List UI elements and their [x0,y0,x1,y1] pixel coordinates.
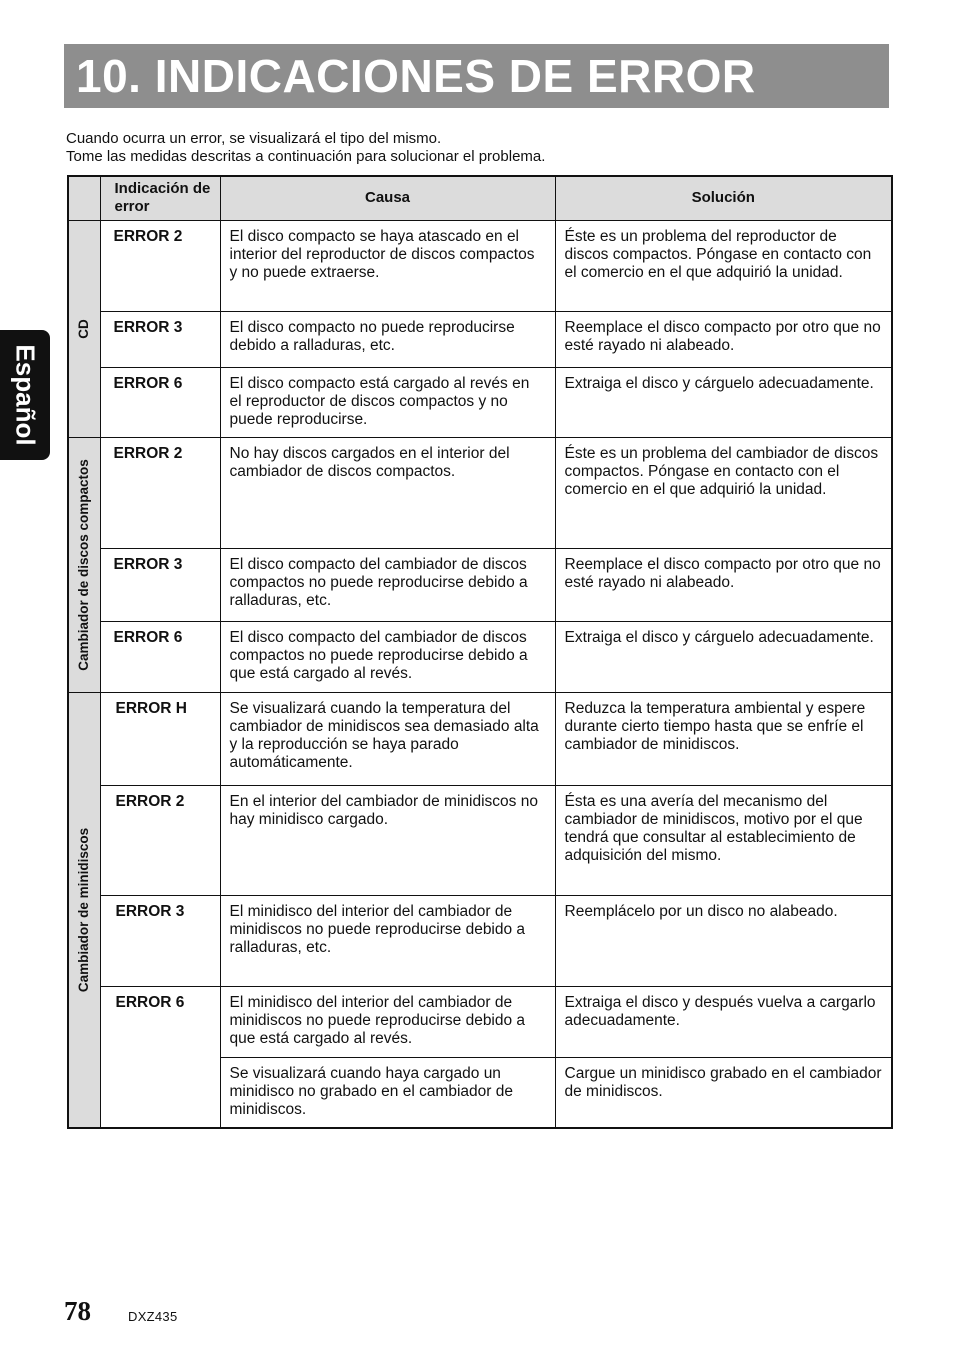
error-cause: El disco compacto no puede reproducirse debido a ralladuras, etc. [220,311,555,367]
header-blank-cell [68,176,100,220]
section-md-changer [68,692,100,1128]
error-solution: Reemplace el disco compacto por otro que no esté rayado ni alabeado. [555,311,892,367]
error-code: ERROR H [100,692,220,785]
error-cause: El minidisco del interior del cambiador de minidiscos no puede reproducirse debido a que está cargado al revés. [220,986,555,1057]
table-row [68,986,892,1057]
table-row [68,220,892,311]
error-cause: El disco compacto del cambiador de discos compactos no puede reproducirse debido a que está cargado al revés. [220,621,555,692]
error-solution: Reemplace el disco compacto por otro que no esté rayado ni alabeado. [555,548,892,621]
section-label: Cambiador de minidiscos [76,827,92,992]
error-cause: Se visualizará cuando haya cargado un minidisco no grabado en el cambiador de minidiscos. [220,1057,555,1128]
section-label: CD [76,318,92,339]
language-tab-label: Español [10,344,41,446]
table-row [68,895,892,986]
error-cause: El disco compacto del cambiador de discos compactos no puede reproducirse debido a ralladuras, etc. [220,548,555,621]
header-cause: Causa [220,176,555,220]
error-code: ERROR 3 [100,311,220,367]
language-tab [0,330,50,460]
error-code: ERROR 2 [100,437,220,548]
error-code: ERROR 3 [100,895,220,986]
page-number: 78 [64,1296,91,1326]
error-code: ERROR 2 [100,785,220,895]
error-cause: En el interior del cambiador de minidiscos no hay minidisco cargado. [220,785,555,895]
table-row [68,437,892,548]
error-code: ERROR 3 [100,548,220,621]
error-code: ERROR 6 [100,367,220,437]
header-code: Indicación de error [100,176,220,220]
section-cd [68,220,100,437]
error-code: ERROR 6 [100,621,220,692]
header-row [68,176,892,220]
table-row [68,367,892,437]
header-solution: Solución [555,176,892,220]
table-row [68,621,892,692]
error-solution: Ésta es una avería del mecanismo del cambiador de minidiscos, motivo por el que tendrá que consultar al establecimiento de adquisición del mismo. [555,785,892,895]
error-table [67,175,893,1129]
error-solution: Extraiga el disco y después vuelva a cargarlo adecuadamente. [555,986,892,1057]
section-cd-changer [68,437,100,692]
table-row [68,785,892,895]
error-cause: No hay discos cargados en el interior del cambiador de discos compactos. [220,437,555,548]
error-cause: El disco compacto se haya atascado en el interior del reproductor de discos compactos y no puede extraerse. [220,220,555,311]
section-label: Cambiador de discos compactos [76,458,92,671]
table-row [68,311,892,367]
error-code: ERROR 6 [100,986,220,1128]
error-solution: Cargue un minidisco grabado en el cambiador de minidiscos. [555,1057,892,1128]
page-title: 10. INDICACIONES DE ERROR [76,50,756,102]
error-solution: Extraiga el disco y cárguelo adecuadamente. [555,367,892,437]
error-code: ERROR 2 [100,220,220,311]
title-bar [64,44,889,108]
error-cause: El disco compacto está cargado al revés en el reproductor de discos compactos y no puede reproducirse. [220,367,555,437]
error-cause: El minidisco del interior del cambiador de minidiscos no puede reproducirse debido a ralladuras, etc. [220,895,555,986]
table-row [68,548,892,621]
model-number: DXZ435 [128,1309,178,1324]
error-solution: Reduzca la temperatura ambiental y espere durante cierto tiempo hasta que se enfríe el cambiador de minidiscos. [555,692,892,785]
intro-line: Cuando ocurra un error, se visualizará el tipo del mismo. [66,130,442,147]
error-cause: Se visualizará cuando la temperatura del cambiador de minidiscos sea demasiado alta y la reproducción se haya parado automáticamente. [220,692,555,785]
intro-line: Tome las medidas descritas a continuación para solucionar el problema. [66,148,546,165]
table-row [68,692,892,785]
error-solution: Extraiga el disco y cárguelo adecuadamente. [555,621,892,692]
error-solution: Éste es un problema del reproductor de discos compactos. Póngase en contacto con el comercio en el que adquirió la unidad. [555,220,892,311]
error-solution: Éste es un problema del cambiador de discos compactos. Póngase en contacto con el comercio en el que adquirió la unidad. [555,437,892,548]
intro-text [66,130,545,166]
error-solution: Reemplácelo por un disco no alabeado. [555,895,892,986]
